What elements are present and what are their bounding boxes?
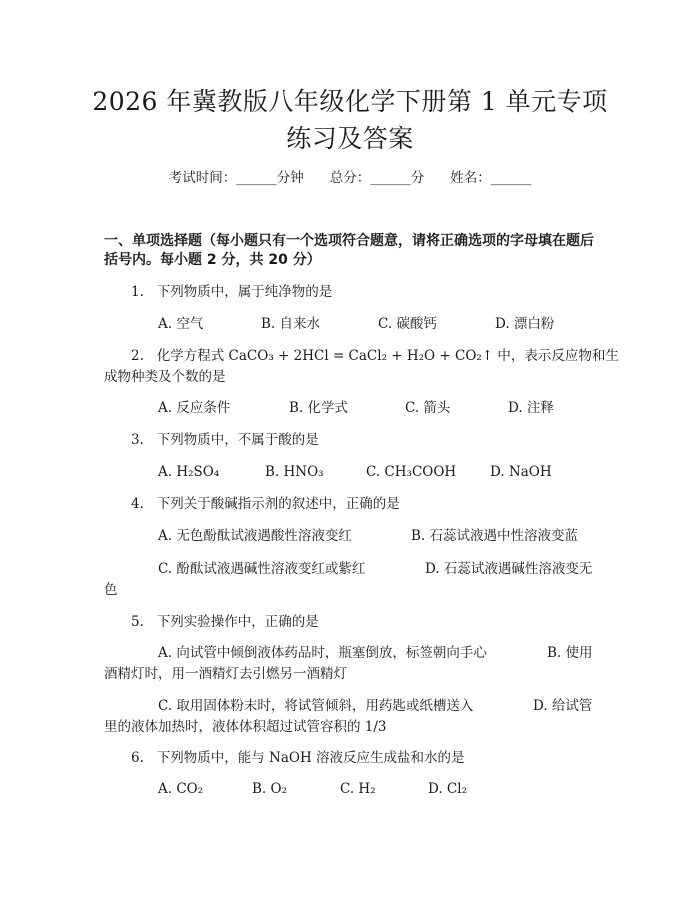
question-1 [131,282,332,302]
exam-info-line [0,168,700,188]
total-score-field: 总分：______分 [329,170,425,186]
q5-option-d: D. 给试管 [533,698,593,714]
q3-option-d: D. NaOH [490,464,552,480]
q5-option-a: A. 向试管中倾倒液体药品时，瓶塞倒放，标签朝向手心 [158,645,487,661]
question-text: 下列实验操作中，正确的是 [156,614,319,630]
q3-option-a: A. H₂SO₄ [158,464,220,480]
exam-title-line-2: 练习及答案 [286,124,414,153]
student-name-field: 姓名：______ [450,170,532,186]
q2-option-c: C. 箭头 [405,400,451,416]
q1-option-b: B. 自来水 [261,316,321,332]
question-number: 6. [131,750,144,766]
question-text: 化学方程式 CaCO₃ + 2HCl = CaCl₂ + H₂O + CO₂↑ 中，表示反应物和生 [156,348,619,364]
q4-option-a: A. 无色酚酞试液遇酸性溶液变红 [158,528,352,544]
q3-option-c: C. CH₃COOH [366,464,457,480]
q2-option-b: B. 化学式 [289,400,349,416]
q6-option-a: A. CO₂ [158,781,204,797]
q6-option-c: C. H₂ [340,781,376,797]
question-4 [131,494,400,514]
q5-option-d-continued: 里的液体加热时，液体体积超过试管容积的 1/3 [104,719,387,735]
question-3 [131,430,319,450]
question-number: 5. [131,614,144,630]
question-number: 1. [131,284,144,300]
q3-option-b: B. HNO₃ [265,464,324,480]
q5-option-b-continued: 酒精灯时，用一酒精灯去引燃另一酒精灯 [104,666,347,682]
question-2 [131,346,619,366]
question-number: 3. [131,432,144,448]
q4-option-b: B. 石蕊试液遇中性溶液变蓝 [411,528,579,544]
question-6 [131,748,465,768]
q1-option-c: C. 碳酸钙 [378,316,437,332]
question-text: 下列关于酸碱指示剂的叙述中，正确的是 [156,496,400,512]
question-text: 下列物质中，属于纯净物的是 [156,284,333,300]
q5-option-b: B. 使用 [547,645,593,661]
q4-option-d-continued: 色 [104,582,118,598]
q2-option-d: D. 注释 [508,400,554,416]
question-text: 下列物质中，能与 NaOH 溶液反应生成盐和水的是 [156,750,465,766]
question-2-continued: 成物种类及个数的是 [104,369,226,385]
question-5 [131,612,319,632]
q4-option-d: D. 石蕊试液遇碱性溶液变无 [425,561,593,577]
question-number: 4. [131,496,144,512]
question-number: 2. [131,348,144,364]
q1-option-d: D. 漂白粉 [495,316,555,332]
q2-option-a: A. 反应条件 [158,400,231,416]
q6-option-b: B. O₂ [252,781,287,797]
question-text: 下列物质中，不属于酸的是 [156,432,319,448]
exam-title-line-1: 2026 年冀教版八年级化学下册第 1 单元专项 [92,87,608,116]
section-heading-line-2: 括号内。每小题 2 分，共 20 分） [104,252,321,268]
q6-option-d: D. Cl₂ [428,781,467,797]
q5-option-c: C. 取用固体粉末时，将试管倾斜，用药匙或纸槽送入 [158,698,474,714]
exam-time-field: 考试时间：______分钟 [168,170,304,186]
section-heading-line-1: 一、单项选择题（每小题只有一个选项符合题意，请将正确选项的字母填在题后 [104,233,594,249]
q4-option-c: C. 酚酞试液遇碱性溶液变红或紫红 [158,561,366,577]
q1-option-a: A. 空气 [158,316,204,332]
